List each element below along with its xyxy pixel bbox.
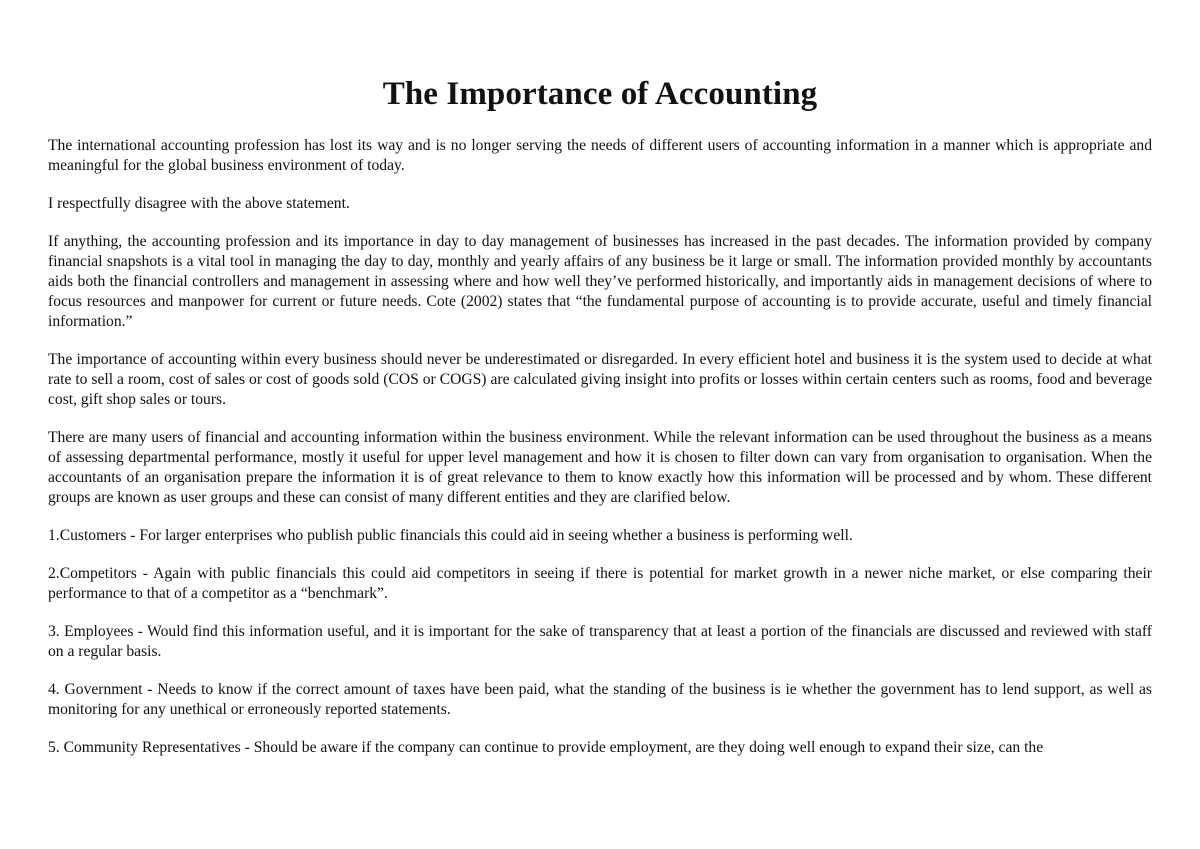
list-item-community-representatives: 5. Community Representatives - Should be aware if the company can continue to provide employment, are they doing well enough to expand their size, can the — [48, 739, 1044, 756]
paragraph-intro-statement: The international accounting profession has lost its way and is no longer serving the needs of different users of accounting information in a manner which is appropriate and meaningful for the global business environment of today. — [48, 137, 1152, 174]
list-item-competitors: 2.Competitors - Again with public financials this could aid competitors in seeing if there is potential for market growth in a newer niche market, or else comparing their performance to that of a competitor as a “benchmark”. — [48, 565, 1152, 602]
paragraph-hotel-system: The importance of accounting within every business should never be underestimated or disregarded. In every efficient hotel and business it is the system used to decide at what rate to sell a room, cost of sales or cost of goods sold (COS or COGS) are calculated giving insight into profits or losses within certain centers such as rooms, food and beverage cost, gift shop sales or tours. — [48, 351, 1152, 408]
paragraph-disagree: I respectfully disagree with the above statement. — [48, 195, 350, 212]
paragraph-user-groups: There are many users of financial and accounting information within the business environment. While the relevant information can be used throughout the business as a means of assessing departmental performance, mostly it useful for upper level management and how it is chosen to filter down can vary from organisation to organisation. When the accountants of an organisation prepare the information it is of great relevance to them to know exactly how this information will be processed and by whom. These different groups are known as user groups and these can consist of many different entities and they are clarified below. — [48, 429, 1152, 506]
document-body — [48, 136, 1152, 758]
paragraph-importance: If anything, the accounting profession and its importance in day to day management of businesses has increased in the past decades. The information provided by company financial snapshots is a vital tool in managing the day to day, monthly and yearly affairs of any business be it large or small. The information provided monthly by accountants aids both the financial controllers and management in assessing where and how well they’ve performed historically, and importantly aids in management decisions of where to focus resources and manpower for current or future needs. Cote (2002) states that “the fundamental purpose of accounting is to provide accurate, useful and timely financial information.” — [48, 233, 1152, 330]
list-item-employees: 3. Employees - Would find this information useful, and it is important for the sake of transparency that at least a portion of the financials are discussed and reviewed with staff on a regular basis. — [48, 623, 1152, 660]
document-page — [48, 0, 1152, 849]
list-item-customers: 1.Customers - For larger enterprises who publish public financials this could aid in seeing whether a business is performing well. — [48, 527, 853, 544]
page-title: The Importance of Accounting — [382, 76, 818, 112]
list-item-government: 4. Government - Needs to know if the correct amount of taxes have been paid, what the standing of the business is ie whether the government has to lend support, as well as monitoring for any unethical or erroneously reported statements. — [48, 681, 1152, 718]
